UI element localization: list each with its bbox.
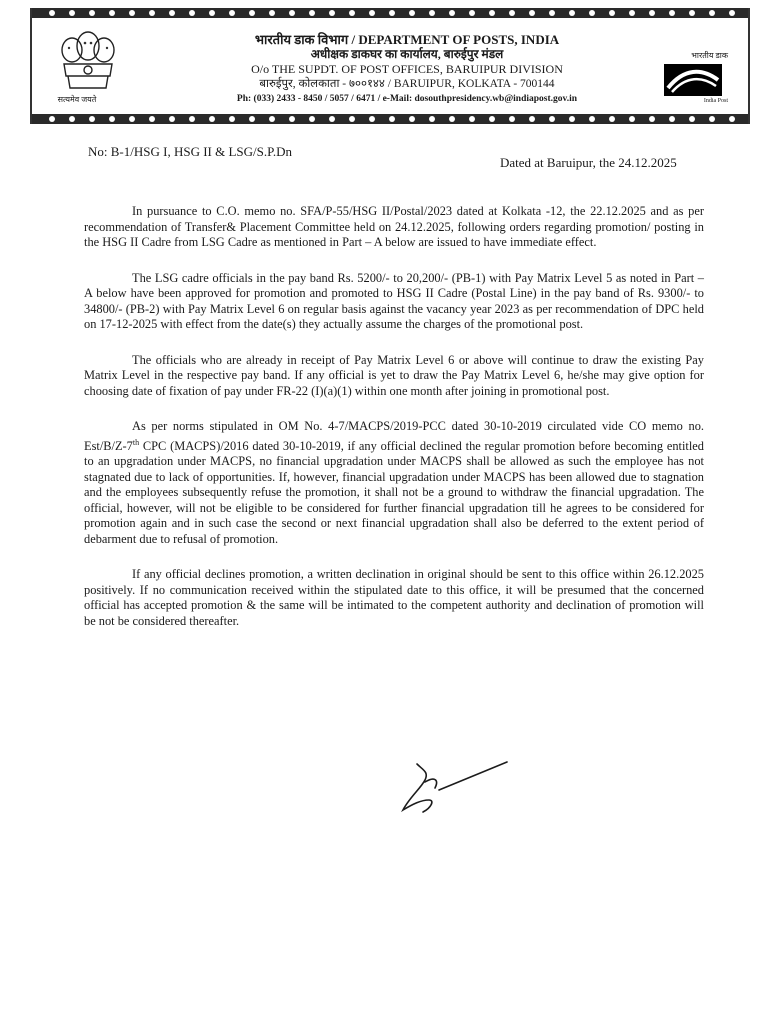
letterhead-text [182,32,632,107]
office-address: बारुईपुर, कोलकाता - ७००१४४ / BARUIPUR, KOLKATA - 700144 [259,78,555,90]
letterhead-bottom-border [32,114,748,124]
office-name-english: O/o THE SUPDT. OF POST OFFICES, BARUIPUR DIVISION [251,62,563,76]
india-post-hindi-label: भारतीय डाक [691,51,728,60]
letter-body [84,204,704,649]
paragraph-4-superscript: th [132,437,140,447]
handwritten-signature [395,760,515,818]
reference-number: No: B-1/HSG I, HSG II & LSG/S.P.Dn [88,144,293,159]
letterhead-top-border [32,8,748,18]
paragraph-3: The officials who are already in receipt of Pay Matrix Level 6 or above will continue to draw the existing Pay Matrix Level in the respective pay band. If any official is yet to draw the Pay Matrix Level 6, he/she may give option for choosing date of fixation of pay under FR-22 (I)(a)(1) within one month after joining in promotional post. [84,352,704,398]
paragraph-4-part-b: CPC (MACPS)/2016 dated 30-10-2019, if any official declined the regular promotion before becoming entitled to an upgradation under MACPS, no financial upgradation under MACPS shall be allowed as such the employee has not stagnated due to lack of opportunities. If, however, financial upgradation under MACPS has been allowed due to stagnation and the employees subsequently refuse the promotion, it shall not be a ground to withdraw the financial upgradation. The official, however, will not be eligible to be considered for further financial upgradation till he agrees to be considered for promotion again and in such case the second or next financial upgradation shall also be deferred to the extent period of debarment due to refusal of promotion. [84,438,704,546]
paragraph-5: If any official declines promotion, a written declination in original should be sent to this office within 26.12.2025 positively. If no communication received within the stipulated date to this office, it will be presumed that the concerned official has accepted promotion & the same will be intimated to the competent authority and declination of promotion will be not be considered thereafter. [84,567,704,628]
paragraph-4-part-a: As per norms stipulated in OM No. 4-7/MACPS/2019-PCC dated 30-10-2019 circulated vide CO memo no. Est/B/Z-7 [84,419,704,453]
paragraph-4 [84,419,704,547]
india-post-logo-icon [654,50,732,100]
date-line: Dated at Baruipur, the 24.12.2025 [500,155,677,170]
office-contact: Ph: (033) 2433 - 8450 / 5057 / 6471 / e-Mail: dosouthpresidency.wb@indiapost.gov.in [236,94,578,104]
department-name: भारतीय डाक विभाग / DEPARTMENT OF POSTS, INDIA [254,32,560,47]
office-name-hindi: अधीक्षक डाकघर का कार्यालय, बारुईपुर मंडल [310,47,504,61]
paragraph-1: In pursuance to C.O. memo no. SFA/P-55/HSG II/Postal/2023 dated at Kolkata -12, the 22.12.2025 and as per recommendation of Transfer& Placement Committee held on 24.12.2025, following orders regarding promotion/ posting in the HSG II Cadre from LSG Cadre as mentioned in Part – A below are issued to have immediate effect. [84,204,704,249]
letterhead [30,8,750,124]
paragraph-2: The LSG cadre officials in the pay band Rs. 5200/- to 20,200/- (PB-1) with Pay Matrix Level 5 as noted in Part – A below have been approved for promotion and promoted to HSG II Cadre (Postal Line) in the pay band of Rs. 9300/- to 34800/- (PB-2) with Pay Matrix Level 6 on regular basis against the vacancy year 2023 as per recommendation of DPC held on 17-12-2025 with effect from the date(s) they actually assume the charges of the promotional post. [84,270,704,331]
emblem-caption: सत्यमेव जयते [57,95,97,104]
india-post-english-label: India Post [703,98,728,104]
